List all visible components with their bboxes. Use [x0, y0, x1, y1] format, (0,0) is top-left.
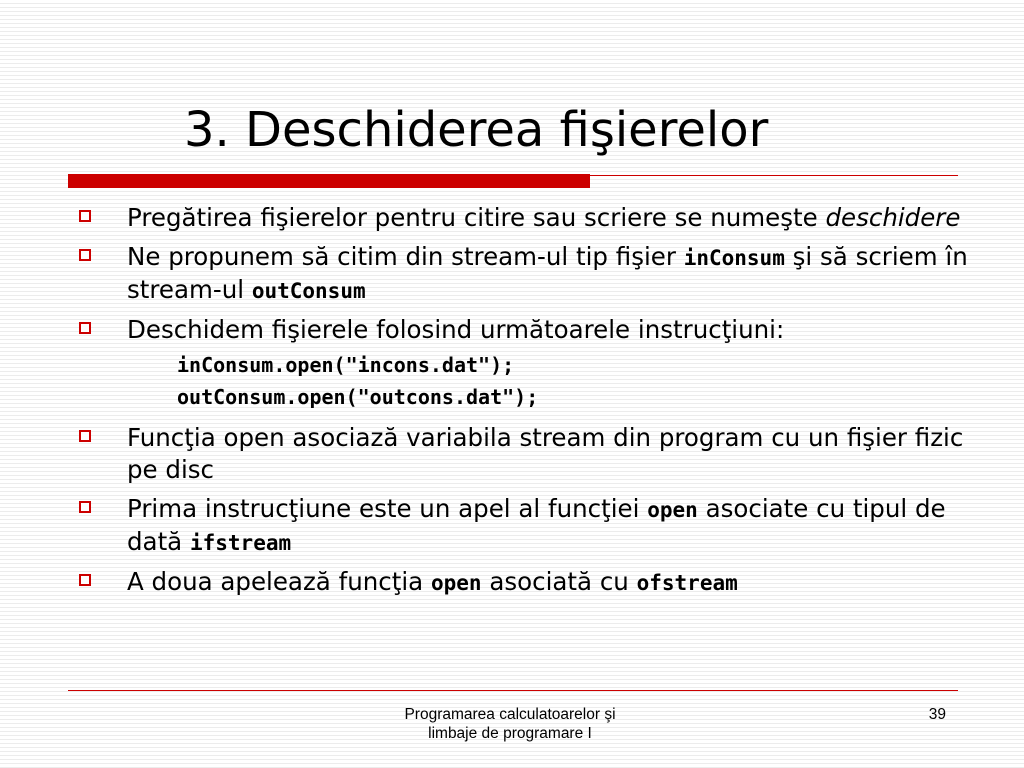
code-line: outConsum.open("outcons.dat"); — [177, 385, 539, 409]
title-rule-thick — [68, 174, 590, 188]
bullet-item-second-instruction — [76, 566, 976, 599]
bullet-text: şi să scriem în stream-ul — [127, 242, 968, 304]
code-term: ifstream — [189, 531, 292, 555]
bullet-text: asociată cu — [481, 567, 637, 596]
bullet-item-streams — [76, 241, 976, 307]
bullet-item-opening-definition — [76, 202, 976, 234]
code-term: outConsum — [251, 279, 366, 303]
bullet-list — [76, 202, 976, 606]
page-number: 39 — [928, 706, 946, 723]
footer-line: limbaje de programare I — [428, 725, 592, 742]
code-term: open — [647, 498, 698, 522]
title-rule-thin — [590, 175, 958, 176]
code-block — [76, 349, 976, 413]
square-bullet-icon — [79, 574, 91, 586]
bullet-text: asociate cu tipul de dată — [127, 494, 946, 556]
footer-line: Programarea calculatoarelor şi — [404, 706, 616, 723]
square-bullet-icon — [79, 249, 91, 261]
bullet-emphasis: deschidere — [825, 203, 961, 232]
code-term: ofstream — [636, 571, 738, 595]
bullet-text: Pregătirea fişierelor pentru citire sau scriere se numeşte — [127, 203, 826, 232]
code-line: inConsum.open("incons.dat"); — [177, 353, 515, 377]
bullet-text: A doua apelează funcţia — [127, 567, 431, 596]
bullet-item-open-function — [76, 422, 976, 486]
bullet-text: Deschidem fişierele folosind următoarele instrucţiuni: — [127, 315, 785, 344]
footer-rule — [68, 690, 958, 691]
footer-course-title — [340, 705, 680, 743]
bullet-item-first-instruction — [76, 493, 976, 559]
square-bullet-icon — [79, 210, 91, 222]
code-term: open — [430, 571, 482, 595]
square-bullet-icon — [79, 430, 91, 442]
bullet-item-open-instructions — [76, 314, 976, 346]
bullet-text: Funcţia open asociază variabila stream din program cu un fişier fizic pe disc — [127, 423, 964, 484]
square-bullet-icon — [79, 322, 91, 334]
slide-title: 3. Deschiderea fişierelor — [184, 102, 769, 158]
bullet-text: Prima instrucţiune este un apel al funcţiei — [127, 494, 648, 523]
square-bullet-icon — [79, 501, 91, 513]
code-term: inConsum — [683, 246, 785, 270]
bullet-text: Ne propunem să citim din stream-ul tip fişier — [127, 242, 684, 271]
